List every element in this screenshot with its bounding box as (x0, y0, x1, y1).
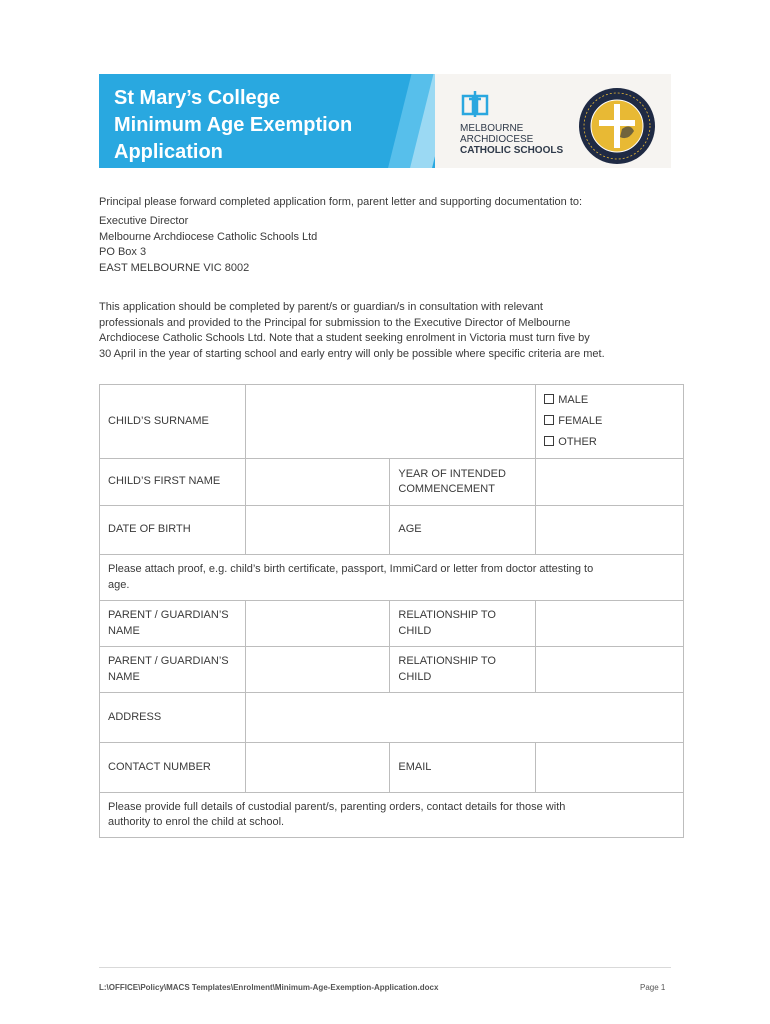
relationship-field[interactable] (536, 601, 684, 647)
year-commencement-label (390, 459, 536, 506)
checkbox-icon[interactable] (544, 436, 554, 446)
address-line: EAST MELBOURNE VIC 8002 (99, 261, 250, 274)
logo-line-1: MELBOURNE (460, 123, 524, 134)
date-of-birth-label: DATE OF BIRTH (100, 506, 246, 555)
document-header (99, 74, 671, 168)
table-row (100, 555, 684, 601)
label-line: NAME (108, 670, 140, 683)
title-line-3: Application (114, 141, 223, 163)
title-line-2: Minimum Age Exemption (114, 114, 353, 136)
table-row (100, 459, 684, 506)
option-label: OTHER (558, 436, 597, 448)
label-line: RELATIONSHIP TO (398, 609, 496, 621)
year-commencement-field[interactable] (536, 459, 684, 506)
date-of-birth-field[interactable] (245, 506, 390, 555)
table-row (100, 647, 684, 693)
gender-other-option[interactable] (544, 432, 675, 453)
label-line: YEAR OF INTENDED (398, 467, 506, 480)
label-line: NAME (108, 624, 140, 637)
title-band (99, 74, 435, 168)
table-row (100, 601, 684, 647)
notice-line: Archdiocese Catholic Schools Ltd. Note that a student seeking enrolment in Victoria must turn five by (99, 332, 590, 344)
college-seal (578, 87, 656, 165)
logo-line-3: CATHOLIC SCHOOLS (460, 145, 564, 156)
contact-number-label: CONTACT NUMBER (100, 743, 246, 793)
label-line: PARENT / GUARDIAN’S (108, 609, 229, 621)
age-label: AGE (390, 506, 536, 555)
notice-line: professionals and provided to the Principal for submission to the Executive Director of Melbourne (99, 316, 571, 329)
table-row (100, 506, 684, 555)
label-line: COMMENCEMENT (398, 483, 495, 495)
gender-options (536, 385, 684, 459)
footer-file-path: L:\OFFICE\Policy\MACS Templates\Enrolment\Minimum-Age-Exemption-Application.docx (99, 983, 439, 992)
college-seal-icon (578, 87, 656, 165)
parent-guardian-name-label (100, 601, 246, 647)
macs-logo (459, 90, 569, 154)
parent-guardian-name-field[interactable] (245, 647, 390, 693)
table-row (100, 693, 684, 743)
parent-guardian-name-label (100, 647, 246, 693)
document-title (114, 85, 352, 166)
notice-line: 30 April in the year of starting school and early entry will only be possible where specific criteria are met. (99, 347, 605, 360)
table-row (100, 385, 684, 459)
forwarding-instruction: Principal please forward completed application form, parent letter and supporting documentation to: (99, 196, 583, 208)
address-line: Executive Director (99, 215, 189, 227)
proof-of-age-note (100, 555, 684, 601)
note-line: Please provide full details of custodial parent/s, parenting orders, contact details for those with (108, 800, 566, 813)
note-line: authority to enrol the child at school. (108, 816, 285, 828)
application-form-table (99, 384, 684, 838)
gender-male-option[interactable] (544, 390, 675, 411)
checkbox-icon[interactable] (544, 394, 554, 404)
address-field[interactable] (245, 693, 683, 743)
label-line: CHILD (398, 624, 432, 637)
macs-emblem-icon (461, 90, 491, 118)
relationship-label (390, 601, 536, 647)
label-line: PARENT / GUARDIAN’S (108, 655, 229, 667)
address-label: ADDRESS (100, 693, 246, 743)
address-line: PO Box 3 (99, 246, 147, 258)
custody-details-note (100, 793, 684, 838)
label-line: CHILD (398, 670, 432, 683)
note-line: Please attach proof, e.g. child’s birth certificate, passport, ImmiCard or letter from doctor attesting to (108, 563, 594, 575)
checkbox-icon[interactable] (544, 415, 554, 425)
childs-surname-label: CHILD’S SURNAME (100, 385, 246, 459)
childs-surname-field[interactable] (245, 385, 535, 459)
page-number: Page 1 (640, 983, 666, 992)
title-line-1: St Mary’s College (114, 87, 280, 109)
childs-first-name-field[interactable] (245, 459, 390, 506)
option-label: FEMALE (558, 415, 603, 427)
gender-female-option[interactable] (544, 411, 675, 432)
contact-number-field[interactable] (245, 743, 390, 793)
label-line: RELATIONSHIP TO (398, 655, 496, 667)
address-line: Melbourne Archdiocese Catholic Schools Ltd (99, 230, 318, 243)
table-row (100, 743, 684, 793)
option-label: MALE (558, 394, 589, 406)
relationship-label (390, 647, 536, 693)
postal-address (99, 214, 317, 276)
relationship-field[interactable] (536, 647, 684, 693)
email-field[interactable] (536, 743, 684, 793)
age-field[interactable] (536, 506, 684, 555)
parent-guardian-name-field[interactable] (245, 601, 390, 647)
footer-divider (99, 967, 671, 968)
note-line: age. (108, 578, 130, 591)
logo-line-2: ARCHDIOCESE (460, 134, 534, 145)
email-label: EMAIL (390, 743, 536, 793)
childs-first-name-label: CHILD’S FIRST NAME (100, 459, 246, 506)
notice-line: This application should be completed by parent/s or guardian/s in consultation with relevant (99, 301, 543, 313)
table-row (100, 793, 684, 838)
eligibility-notice (99, 300, 605, 362)
